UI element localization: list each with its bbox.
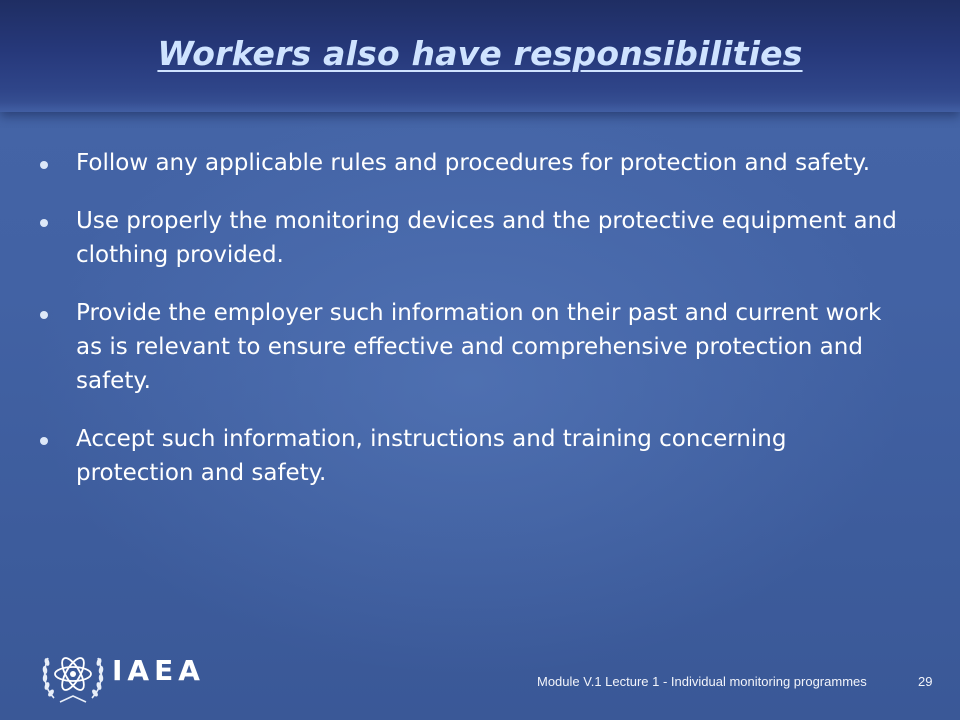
title-band xyxy=(0,0,960,112)
bullet-text: Provide the employer such information on their past and current work as is relevant to ensure effective and comprehensive protection and safety. xyxy=(76,300,882,394)
round-bullet-icon xyxy=(40,161,48,169)
page-number: 29 xyxy=(918,674,933,689)
bullet-item xyxy=(38,422,908,490)
footer xyxy=(0,638,960,720)
bullet-text: Use properly the monitoring devices and the protective equipment and clothing provided. xyxy=(76,208,897,268)
bullet-item xyxy=(38,296,908,398)
round-bullet-icon xyxy=(40,219,48,227)
bullet-text: Follow any applicable rules and procedures for protection and safety. xyxy=(76,150,871,176)
bullet-list xyxy=(38,146,908,514)
footer-module-line: Module V.1 Lecture 1 - Individual monitoring programmes xyxy=(537,674,867,689)
bullet-item xyxy=(38,204,908,272)
slide-title: Workers also have responsibilities xyxy=(157,34,803,73)
iaea-logo-text: IAEA xyxy=(112,654,205,687)
round-bullet-icon xyxy=(40,437,48,445)
bullet-text: Accept such information, instructions and training concerning protection and safety. xyxy=(76,426,787,486)
round-bullet-icon xyxy=(40,311,48,319)
iaea-atom-wreath-icon xyxy=(38,638,108,708)
bullet-item xyxy=(38,146,908,180)
